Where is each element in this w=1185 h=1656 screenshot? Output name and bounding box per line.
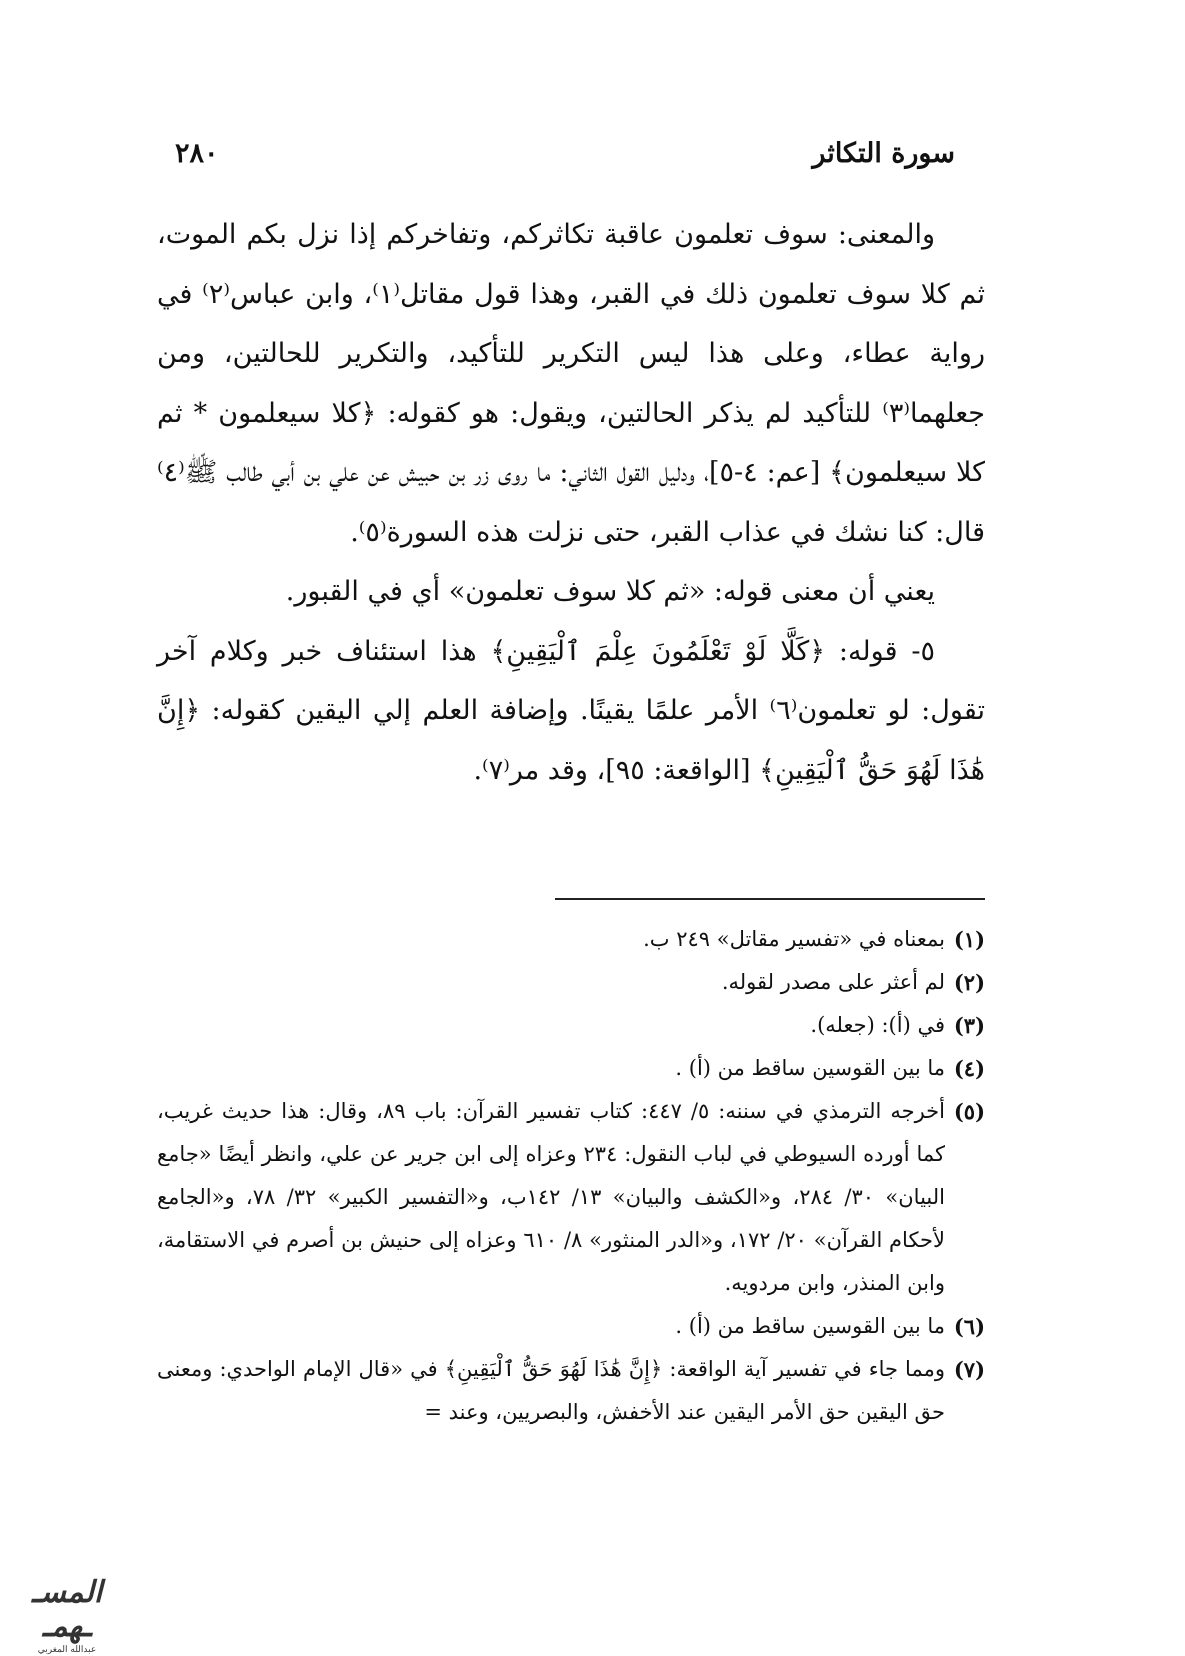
footnote-text: أخرجه الترمذي في سننه: ٥/ ٤٤٧: كتاب تفسير القرآن: باب ٨٩، وقال: هذا حديث غريب، كما أورده السيوطي في لباب النقول: ٢٣٤ وعزاه إلى ابن جرير عن علي، وانظر أيضًا «جامع البيان» ٣٠/ ٢٨٤، و«الكشف والبيان» ١٣/ ١٤٢ب، و«التفسير الكبير» ٣٢/ ٧٨، و«الجامع لأحكام القرآن» ٢٠/ ١٧٢، و«الدر المنثور» ٨/ ٦١٠ وعزاه إلى حنيش بن أصرم في الاستقامة، وابن المنذر، وابن مردويه. xyxy=(157,1099,946,1295)
footnote-2 xyxy=(157,961,985,1004)
main-text xyxy=(157,205,985,800)
stamp-main-text: المسـ ـهمـ xyxy=(31,1575,103,1644)
footnote-number: (٦) xyxy=(953,1314,985,1339)
footnote-number: (٣) xyxy=(953,1013,985,1038)
library-stamp-logo xyxy=(8,1575,126,1655)
footnote-number: (٤) xyxy=(953,1056,985,1081)
footnote-text: في (أ): (جعله). xyxy=(810,1013,945,1037)
page-header xyxy=(175,128,955,178)
footnote-number: (٧) xyxy=(953,1357,985,1382)
footnote-text: ومما جاء في تفسير آية الواقعة: ﴿إِنَّ هَٰذَا لَهُوَ حَقُّ ٱلْيَقِينِ﴾ في «قال الإمام الواحدي: ومعنى حق اليقين حق الأمر اليقين عند الأخفش، والبصريين، وعند = xyxy=(157,1357,945,1424)
running-title: سورة التكاثر xyxy=(812,137,955,169)
footnote-text: ما بين القوسين ساقط من (أ) . xyxy=(675,1314,945,1338)
footnote-6 xyxy=(157,1305,985,1348)
paragraph-1: والمعنى: سوف تعلمون عاقبة تكاثركم، وتفاخركم إذا نزل بكم الموت، ثم كلا سوف تعلمون ذلك في القبر، وهذا قول مقاتل⁽١⁾، وابن عباس⁽٢⁾ في رواية عطاء، وعلى هذا ليس التكرير للتأكيد، والتكرير للحالتين، ومن جعلهما⁽٣⁾ للتأكيد لم يذكر الحالتين، ويقول: هو كقوله: ﴿كلا سيعلمون * ثم كلا سيعلمون﴾ [عم: ٤-٥]، ودليل القول الثاني: ما روى زر بن حبيش عن علي بن أبي طالب ﷺ⁽٤⁾ قال: كنا نشك في عذاب القبر، حتى نزلت هذه السورة⁽٥⁾. xyxy=(157,219,986,548)
footnote-number: (١) xyxy=(953,927,985,952)
footnote-number: (٥) xyxy=(953,1099,985,1124)
footnote-5 xyxy=(157,1090,985,1305)
paragraph-2: يعني أن معنى قوله: «ثم كلا سوف تعلمون» أي في القبور. xyxy=(285,576,935,607)
paragraph-3: ٥- قوله: ﴿كَلَّا لَوْ تَعْلَمُونَ عِلْمَ ٱلْيَقِينِ﴾ هذا استئناف خبر وكلام آخر تقول: لو تعلمون⁽٦⁾ الأمر علمًا يقينًا. وإضافة العلم إلي اليقين كقوله: ﴿إِنَّ هَٰذَا لَهُوَ حَقُّ ٱلْيَقِينِ﴾ [الواقعة: ٩٥]، وقد مر⁽٧⁾. xyxy=(157,635,985,786)
footnote-4 xyxy=(157,1047,985,1090)
footnotes xyxy=(157,918,985,1434)
footnote-number: (٢) xyxy=(953,970,985,995)
page-number: ٢٨٠ xyxy=(175,137,219,169)
footnote-text: ما بين القوسين ساقط من (أ) . xyxy=(675,1056,945,1080)
footnote-separator xyxy=(555,898,985,900)
footnote-1 xyxy=(157,918,985,961)
footnote-text: لم أعثر على مصدر لقوله. xyxy=(721,970,945,994)
footnote-7 xyxy=(157,1348,985,1434)
stamp-sub-text: عبدالله المغربي xyxy=(37,1645,97,1655)
footnote-3 xyxy=(157,1004,985,1047)
footnote-text: بمعناه في «تفسير مقاتل» ٢٤٩ ب. xyxy=(643,927,945,951)
